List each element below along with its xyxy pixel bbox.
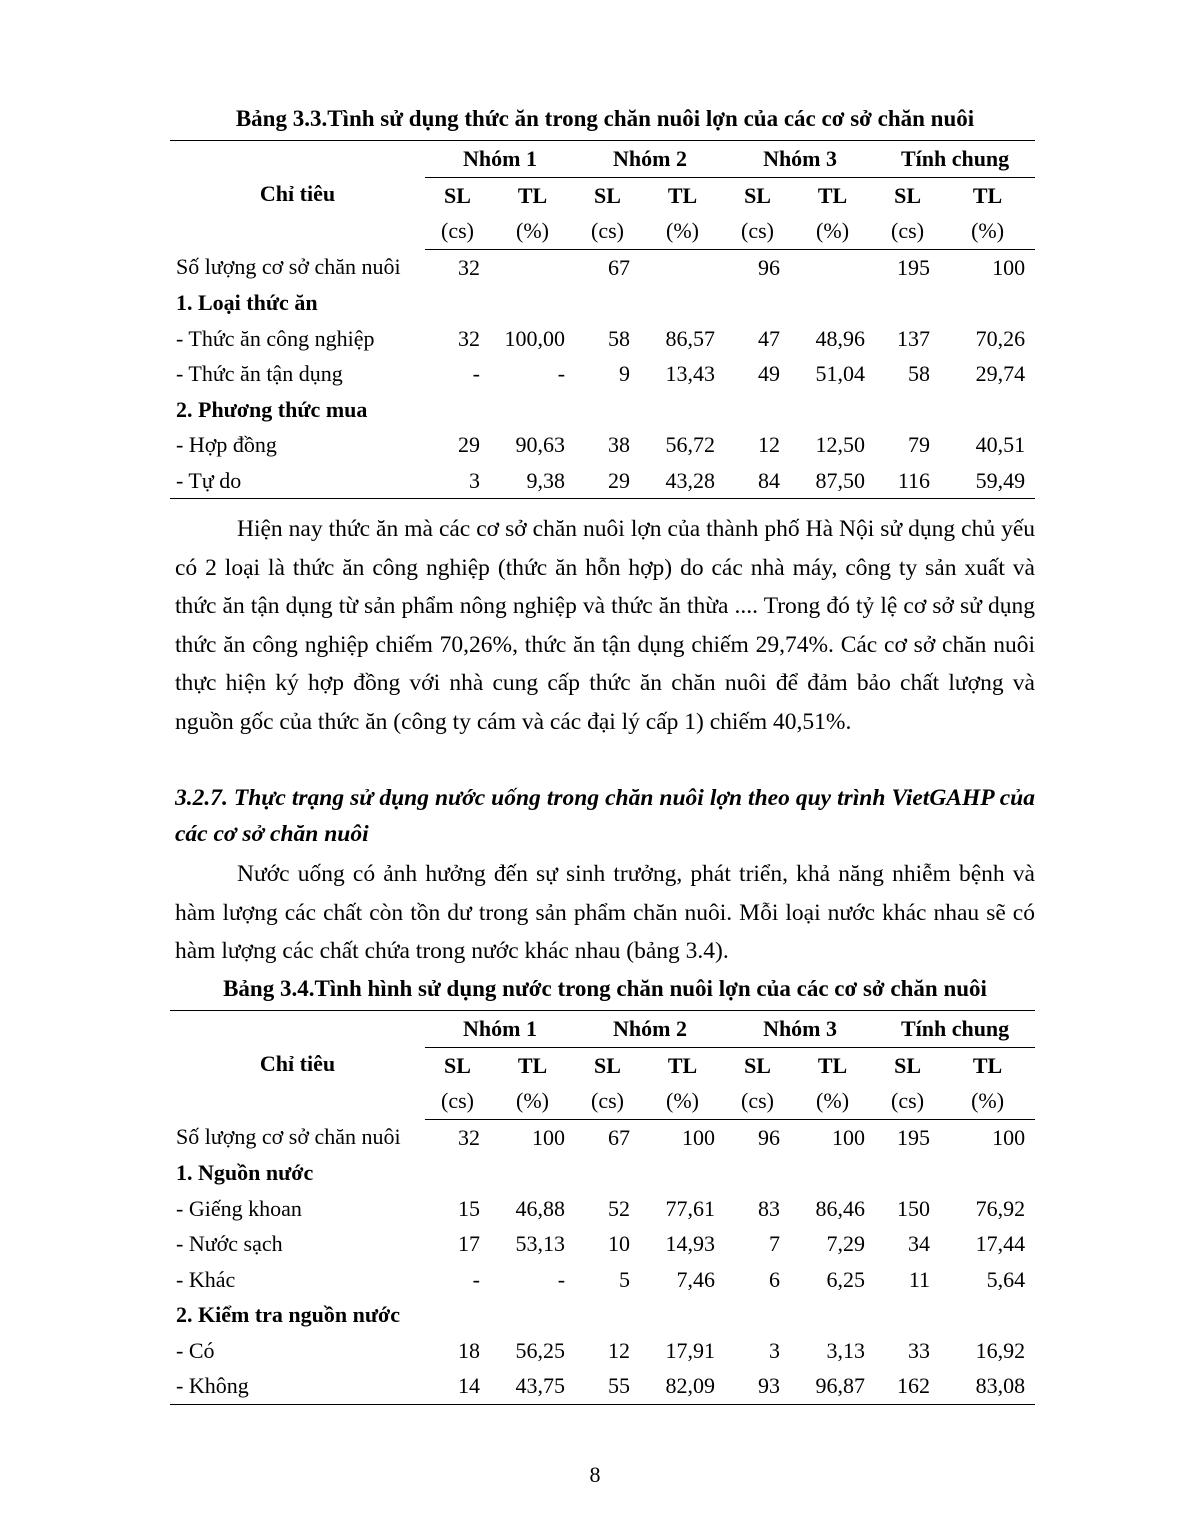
table-cell: 43,28 — [640, 463, 725, 499]
table-section-row — [170, 392, 1035, 428]
table-row — [170, 356, 1035, 392]
table2-tl-header: TL — [972, 1052, 1003, 1078]
table1 — [170, 140, 1035, 499]
table1-tl-unit: (%) — [790, 213, 875, 249]
table-cell: 9 — [619, 361, 631, 386]
row-label: - Hợp đồng — [176, 432, 277, 457]
table-cell: 96 — [758, 1124, 781, 1150]
table2-sl-unit: (cs) — [575, 1083, 640, 1119]
paragraph-1-text: Hiện nay thức ăn mà các cơ sở chăn nuôi lợn của thành phố Hà Nội sử dụng chủ yếu có 2 loại là thức ăn công nghiệp (thức ăn hỗn hợp) do các nhà máy, công ty sản xuất và thức ăn tận dụng từ sản phẩm nông nghiệp và thức ăn thừa .... Trong đó tỷ lệ cơ sở sử dụng thức ăn công nghiệp chiếm 70,26%, thức ăn tận dụng chiếm 29,74%. Các cơ sở chăn nuôi thực hiện ký hợp đồng với nhà cung cấp thức ăn chăn nuôi để đảm bảo chất lượng và nguồn gốc của thức ăn (công ty cám và các đại lý cấp 1) chiếm 40,51%. — [175, 516, 1035, 735]
table-cell: 56,72 — [665, 432, 716, 457]
table-cell: 33 — [908, 1337, 931, 1363]
table2-sl-unit: (cs) — [875, 1083, 940, 1119]
row-label: Số lượng cơ sở chăn nuôi — [176, 1124, 401, 1150]
table-cell: 100 — [992, 1124, 1026, 1150]
table2-group-1: Nhóm 1 — [425, 1011, 575, 1048]
table1-header — [170, 141, 1035, 250]
table-row — [170, 249, 1035, 285]
table-cell: 76,92 — [975, 1195, 1026, 1221]
table2-tl-unit: (%) — [790, 1083, 875, 1119]
table-cell — [640, 249, 725, 285]
table2-sl-header: SL — [744, 1052, 771, 1078]
table-cell: 12,50 — [815, 432, 866, 457]
table-section-row — [170, 285, 1035, 321]
table-cell: 55 — [575, 1368, 640, 1404]
table-section-row — [170, 1155, 1035, 1191]
table2 — [170, 1010, 1035, 1405]
table-cell: 100 — [992, 254, 1026, 280]
table-cell: 17,44 — [975, 1231, 1026, 1256]
table1-tl-unit: (%) — [490, 213, 575, 249]
table-cell: 67 — [608, 1124, 631, 1150]
table-cell: 137 — [897, 325, 931, 351]
table2-tl-header: TL — [667, 1052, 698, 1078]
table1-sl-header: SL — [594, 182, 621, 208]
table-row — [170, 1368, 1035, 1404]
section-heading: 3.2.7. Thực trạng sử dụng nước uống trong chăn nuôi lợn theo quy trình VietGAHP của các cơ sở chăn nuôi — [175, 785, 1035, 847]
table-cell: 150 — [897, 1195, 931, 1221]
table-cell: 7,29 — [826, 1231, 866, 1256]
table1-sl-header: SL — [744, 182, 771, 208]
section-label: 1. Loại thức ăn — [176, 290, 318, 315]
table-cell: 49 — [758, 361, 781, 386]
table-cell: 58 — [908, 361, 931, 386]
paragraph-2-text: Nước uống có ảnh hưởng đến sự sinh trưởng, phát triển, khả năng nhiễm bệnh và hàm lượng các chất còn tồn dư trong sản phẩm chăn nuôi. Mỗi loại nước khác nhau sẽ có hàm lượng các chất chứa trong nước khác nhau (bảng 3.4). — [175, 861, 1035, 964]
table-cell: 9,38 — [490, 463, 575, 499]
table1-group-1: Nhóm 1 — [425, 141, 575, 178]
table-row — [170, 1226, 1035, 1262]
table1-sl-unit: (cs) — [425, 213, 490, 249]
table-cell: 16,92 — [975, 1337, 1026, 1363]
table-cell: 7,46 — [676, 1266, 716, 1292]
table-cell: 100,00 — [504, 325, 566, 351]
table-cell — [790, 249, 875, 285]
table-cell: 53,13 — [515, 1231, 566, 1256]
table2-header — [170, 1011, 1035, 1120]
table2-caption: Bảng 3.4.Tình hình sử dụng nước trong chăn nuôi lợn của các cơ sở chăn nuôi — [223, 976, 987, 1001]
table-cell: 38 — [608, 432, 631, 457]
table-row — [170, 1333, 1035, 1369]
table2-sl-header: SL — [444, 1052, 471, 1078]
table-cell: 59,49 — [940, 463, 1035, 499]
table2-group-3: Nhóm 3 — [725, 1011, 875, 1048]
table1-tl-header: TL — [517, 182, 548, 208]
row-label: - Nước sạch — [176, 1231, 283, 1256]
table2-sl-header: SL — [894, 1052, 921, 1078]
table-cell: 84 — [725, 463, 790, 499]
table-cell: 32 — [458, 325, 480, 351]
table-cell: 13,43 — [665, 361, 716, 386]
table2-group-2: Nhóm 2 — [575, 1011, 725, 1048]
table-cell: 46,88 — [515, 1195, 566, 1221]
table-cell: 162 — [875, 1368, 940, 1404]
table-cell: 93 — [725, 1368, 790, 1404]
table1-tl-unit: (%) — [940, 213, 1035, 249]
table-cell: 47 — [758, 325, 781, 351]
table-cell: 17 — [458, 1231, 480, 1256]
table1-body — [170, 249, 1035, 499]
table-cell: 14 — [425, 1368, 490, 1404]
table-row — [170, 1119, 1035, 1155]
table2-sl-unit: (cs) — [425, 1083, 490, 1119]
table-cell: 7 — [769, 1231, 781, 1256]
table-cell: 83 — [758, 1195, 781, 1221]
table1-indicator-header: Chỉ tiêu — [170, 141, 425, 250]
table2-group-total: Tính chung — [875, 1011, 1035, 1048]
table1-sl-header: SL — [444, 182, 471, 208]
table-cell: 82,09 — [640, 1368, 725, 1404]
table-cell: 87,50 — [790, 463, 875, 499]
table1-caption: Bảng 3.3.Tình sử dụng thức ăn trong chăn nuôi lợn của các cơ sở chăn nuôi — [235, 106, 975, 131]
table-section-row — [170, 1297, 1035, 1333]
table-cell: 83,08 — [940, 1368, 1035, 1404]
table-cell: 100 — [682, 1124, 716, 1150]
table-cell: 6 — [769, 1266, 781, 1292]
table-cell: 86,46 — [815, 1195, 866, 1221]
table1-group-2: Nhóm 2 — [575, 141, 725, 178]
table1-group-3: Nhóm 3 — [725, 141, 875, 178]
table2-grid — [170, 1010, 1035, 1405]
table-cell: 15 — [458, 1195, 480, 1221]
table2-sl-header: SL — [594, 1052, 621, 1078]
row-label: - Có — [176, 1337, 215, 1363]
table1-sl-unit: (cs) — [875, 213, 940, 249]
table-row — [170, 1262, 1035, 1298]
table-cell: 67 — [608, 254, 631, 280]
table-cell: - — [557, 1266, 566, 1292]
table-cell: 195 — [897, 1124, 931, 1150]
table-cell: 18 — [458, 1337, 480, 1363]
table-cell: 29 — [575, 463, 640, 499]
table-cell: 195 — [897, 254, 931, 280]
table-cell — [490, 249, 575, 285]
table2-tl-header: TL — [517, 1052, 548, 1078]
table-cell: 12 — [608, 1337, 631, 1363]
table-cell: 56,25 — [515, 1337, 566, 1363]
table1-sl-unit: (cs) — [575, 213, 640, 249]
table1-tl-unit: (%) — [640, 213, 725, 249]
table-cell: 70,26 — [975, 325, 1026, 351]
row-label: - Giếng khoan — [176, 1195, 302, 1221]
table-cell: 29,74 — [975, 361, 1026, 386]
table1-tl-header: TL — [817, 182, 848, 208]
table2-tl-unit: (%) — [490, 1083, 575, 1119]
table-cell: 48,96 — [815, 325, 866, 351]
table-cell: 96,87 — [790, 1368, 875, 1404]
page-number: 8 — [589, 1462, 601, 1487]
table-cell: 29 — [458, 432, 480, 457]
table-cell: - — [472, 1266, 480, 1292]
table1-sl-unit: (cs) — [725, 213, 790, 249]
table-cell: 100 — [832, 1124, 866, 1150]
table-cell: 5,64 — [986, 1266, 1026, 1292]
table-cell: 51,04 — [815, 361, 866, 386]
table-cell: 32 — [458, 254, 480, 280]
table-cell: 58 — [608, 325, 631, 351]
table-cell: 11 — [908, 1266, 931, 1292]
table1-sl-header: SL — [894, 182, 921, 208]
table-cell: 5 — [619, 1266, 631, 1292]
table-cell: - — [557, 361, 566, 386]
row-label: - Không — [170, 1368, 425, 1404]
row-label: - Thức ăn tận dụng — [176, 361, 343, 386]
table-cell: 32 — [458, 1124, 480, 1150]
table2-sl-unit: (cs) — [725, 1083, 790, 1119]
table-cell: 52 — [608, 1195, 631, 1221]
table2-tl-header: TL — [817, 1052, 848, 1078]
table-cell: 34 — [908, 1231, 931, 1256]
table-cell: 43,75 — [490, 1368, 575, 1404]
body-paragraph-2 — [175, 855, 1035, 971]
table-row — [170, 1191, 1035, 1227]
table2-indicator-header: Chỉ tiêu — [170, 1011, 425, 1120]
table-row — [170, 463, 1035, 499]
table1-tl-header: TL — [972, 182, 1003, 208]
row-label: Số lượng cơ sở chăn nuôi — [176, 254, 401, 280]
table2-tl-unit: (%) — [940, 1083, 1035, 1119]
table-cell: 14,93 — [665, 1231, 716, 1256]
row-label: - Thức ăn công nghiệp — [176, 325, 375, 351]
row-label: - Khác — [176, 1266, 236, 1292]
section-label: 2. Phương thức mua — [176, 396, 368, 422]
table-cell: - — [472, 361, 480, 386]
row-label: - Tự do — [170, 463, 425, 499]
table-cell: 3 — [769, 1337, 781, 1363]
section-label: 1. Nguồn nước — [176, 1160, 314, 1185]
table-row — [170, 427, 1035, 463]
table-cell: 100 — [532, 1124, 566, 1150]
table1-group-total: Tính chung — [875, 141, 1035, 178]
table2-tl-unit: (%) — [640, 1083, 725, 1119]
table-cell: 17,91 — [665, 1337, 716, 1363]
table1-tl-header: TL — [667, 182, 698, 208]
table-cell: 86,57 — [665, 325, 716, 351]
body-paragraph-1 — [175, 510, 1035, 741]
table-cell: 96 — [758, 254, 781, 280]
table-cell: 116 — [875, 463, 940, 499]
table-cell: 10 — [608, 1231, 631, 1256]
table-cell: 79 — [908, 432, 931, 457]
table1-grid — [170, 140, 1035, 499]
table-cell: 12 — [758, 432, 781, 457]
table-cell: 40,51 — [975, 432, 1026, 457]
table-cell: 90,63 — [515, 432, 566, 457]
table-cell: 3,13 — [826, 1337, 866, 1363]
table-row — [170, 321, 1035, 357]
section-label: 2. Kiểm tra nguồn nước — [176, 1302, 400, 1327]
table-cell: 3 — [425, 463, 490, 499]
table-cell: 6,25 — [826, 1266, 866, 1292]
table-cell: 77,61 — [665, 1195, 716, 1221]
table2-body — [170, 1119, 1035, 1404]
